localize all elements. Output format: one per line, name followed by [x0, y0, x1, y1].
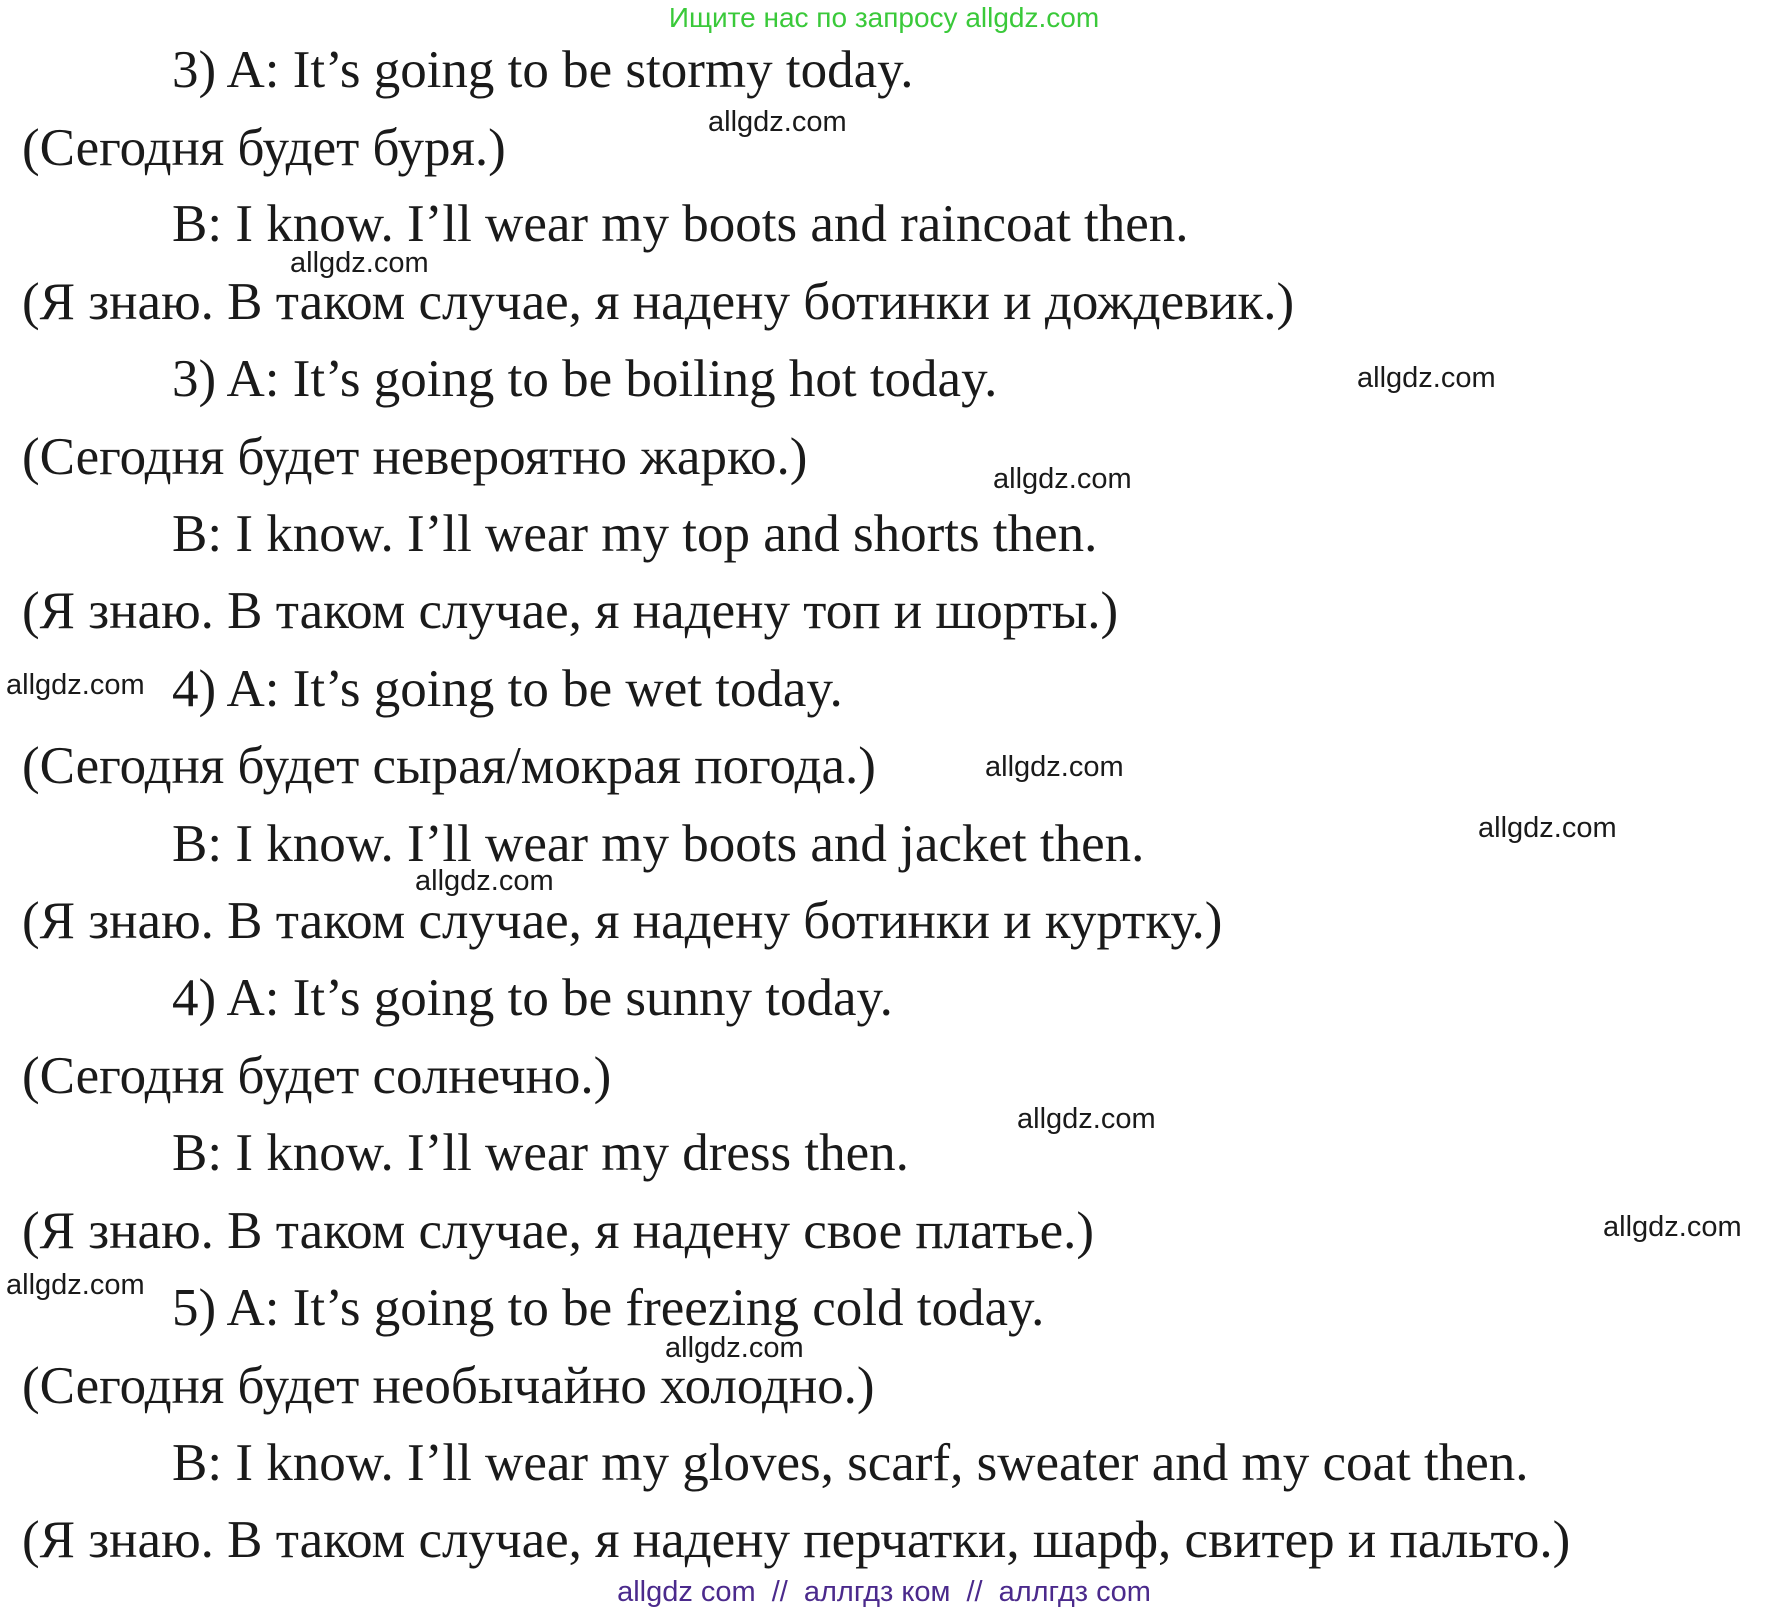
translation-line: (Я знаю. В таком случае, я надену топ и шорты.) — [22, 582, 1119, 640]
watermark: allgdz.com — [290, 247, 429, 279]
footer-site-mixed[interactable]: аллгдз com — [998, 1576, 1151, 1608]
dialogue-line-a: 3) A: It’s going to be stormy today. — [172, 41, 914, 99]
footer-separator: // — [771, 1576, 788, 1608]
dialogue-line-b: B: I know. I’ll wear my top and shorts then. — [172, 505, 1098, 563]
dialogue-line-a: 3) A: It’s going to be boiling hot today. — [172, 350, 998, 408]
translation-line: (Я знаю. В таком случае, я надену перчатки, шарф, свитер и пальто.) — [22, 1511, 1571, 1569]
watermark: allgdz.com — [1478, 812, 1617, 844]
dialogue-line-b: B: I know. I’ll wear my boots and jacket then. — [172, 815, 1145, 873]
watermark: allgdz.com — [985, 751, 1124, 783]
watermark: allgdz.com — [1357, 362, 1496, 394]
watermark: allgdz.com — [6, 669, 145, 701]
footer-site-cyrillic[interactable]: аллгдз ком — [803, 1576, 951, 1608]
watermark: allgdz.com — [6, 1269, 145, 1301]
translation-line: (Я знаю. В таком случае, я надену ботинки и дождевик.) — [22, 273, 1295, 331]
dialogue-line-a: 4) A: It’s going to be wet today. — [172, 660, 843, 718]
translation-line: (Я знаю. В таком случае, я надену свое платье.) — [22, 1202, 1095, 1260]
watermark: allgdz.com — [993, 463, 1132, 495]
watermark: allgdz.com — [1603, 1211, 1742, 1243]
translation-line: (Сегодня будет буря.) — [22, 119, 506, 177]
dialogue-line-a: 5) A: It’s going to be freezing cold today. — [172, 1279, 1045, 1337]
footer-links — [0, 1576, 1768, 1609]
watermark: allgdz.com — [708, 106, 847, 138]
footer-separator: // — [966, 1576, 983, 1608]
watermark: allgdz.com — [415, 865, 554, 897]
site-banner: Ищите нас по запросу allgdz.com — [668, 2, 1100, 33]
translation-line: (Сегодня будет солнечно.) — [22, 1047, 612, 1105]
translation-line: (Я знаю. В таком случае, я надену ботинки и куртку.) — [22, 892, 1223, 950]
translation-line: (Сегодня будет невероятно жарко.) — [22, 428, 808, 486]
footer-site-latin[interactable]: allgdz com — [617, 1576, 756, 1608]
dialogue-line-a: 4) A: It’s going to be sunny today. — [172, 969, 893, 1027]
dialogue-line-b: B: I know. I’ll wear my gloves, scarf, sweater and my coat then. — [172, 1434, 1529, 1492]
watermark: allgdz.com — [665, 1332, 804, 1364]
watermark: allgdz.com — [1017, 1103, 1156, 1135]
dialogue-line-b: B: I know. I’ll wear my boots and raincoat then. — [172, 195, 1189, 253]
translation-line: (Сегодня будет сырая/мокрая погода.) — [22, 737, 876, 795]
dialogue-line-b: B: I know. I’ll wear my dress then. — [172, 1124, 909, 1182]
translation-line: (Сегодня будет необычайно холодно.) — [22, 1357, 875, 1415]
